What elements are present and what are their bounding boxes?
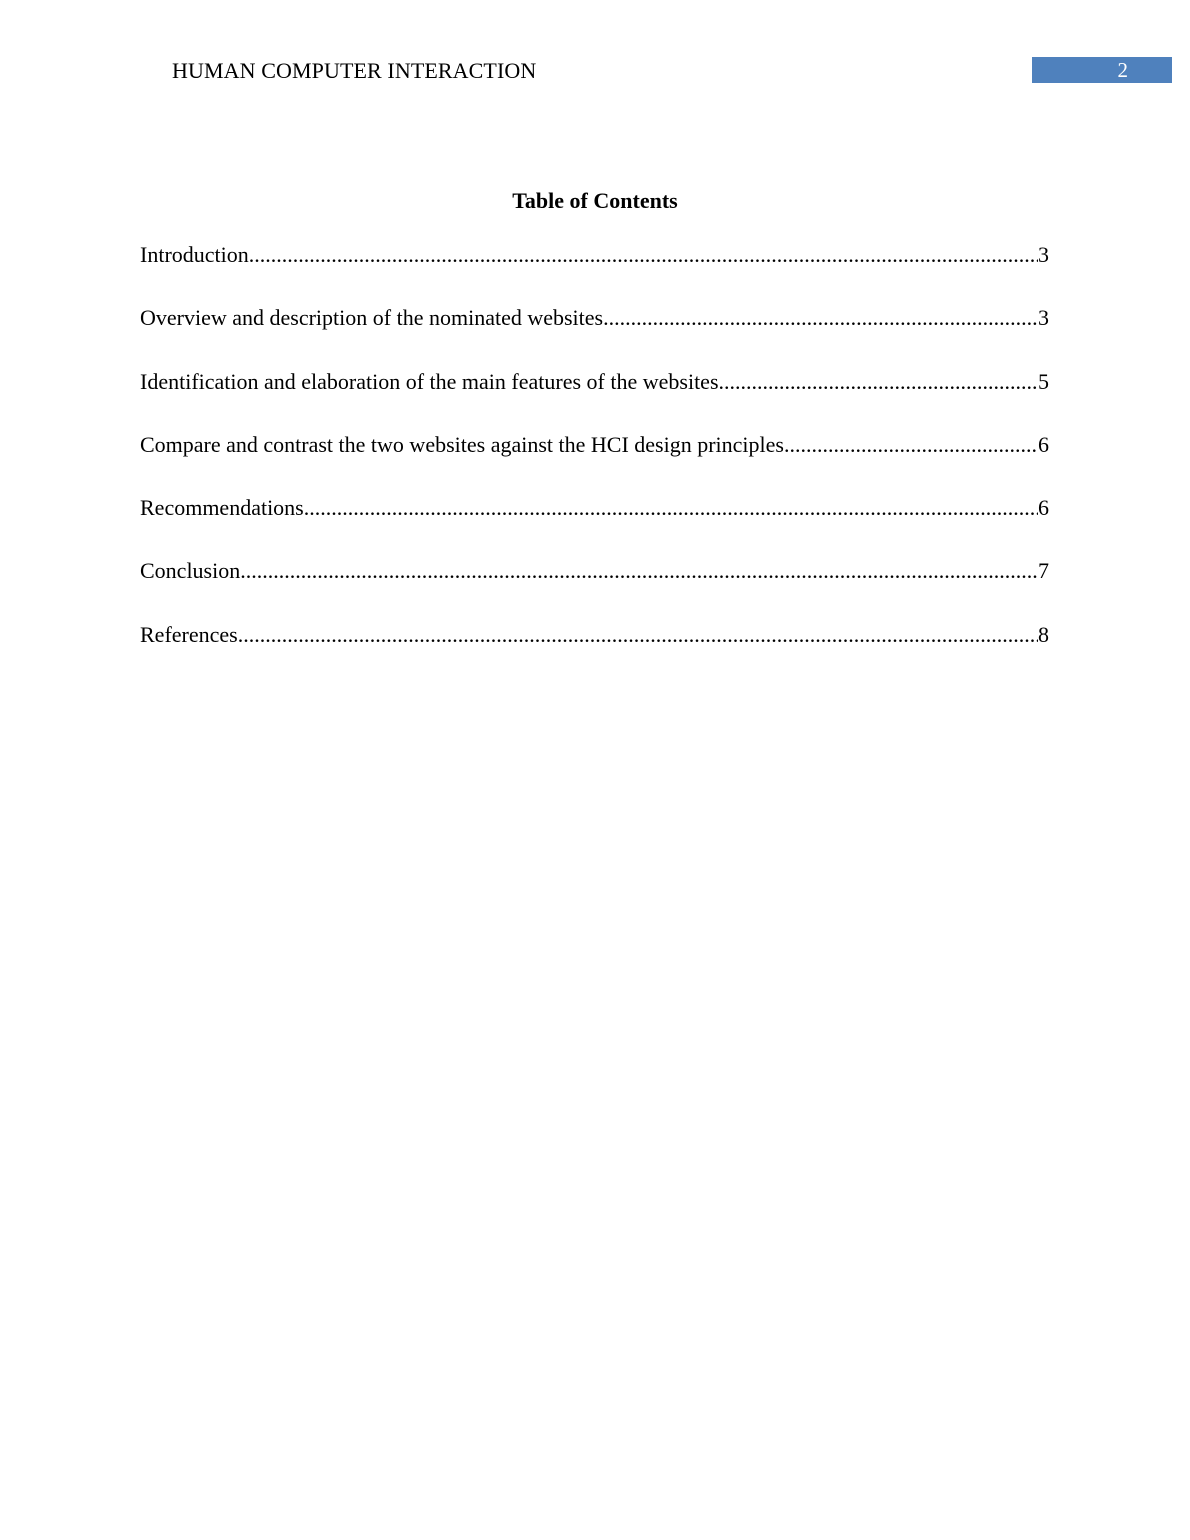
toc-entry-references[interactable]	[140, 621, 1049, 684]
toc-entry-conclusion[interactable]	[140, 557, 1049, 620]
toc-entry-identification[interactable]	[140, 368, 1049, 431]
toc-entry-page: 7	[1038, 558, 1049, 584]
toc-list	[140, 241, 1049, 684]
toc-entry-label: Overview and description of the nominated websites	[140, 305, 604, 331]
toc-entry-page: 5	[1038, 368, 1049, 394]
running-header-title: HUMAN COMPUTER INTERACTION	[172, 58, 537, 83]
page-number-badge: 2	[1032, 57, 1172, 83]
toc-entry-recommendations[interactable]	[140, 494, 1049, 557]
toc-entry-label: Compare and contrast the two websites against the HCI design principles	[140, 431, 784, 457]
toc-entry-page: 6	[1038, 431, 1049, 457]
toc-entry-label: References	[140, 621, 238, 647]
toc-dot-leader	[249, 241, 1038, 269]
toc-entry-introduction[interactable]	[140, 241, 1049, 304]
toc-entry-label: Recommendations	[140, 495, 304, 521]
toc-dot-leader	[719, 368, 1038, 396]
toc-dot-leader	[240, 557, 1038, 585]
toc-entry-compare[interactable]	[140, 431, 1049, 494]
toc-heading: Table of Contents	[512, 188, 678, 213]
toc-entry-page: 8	[1038, 621, 1049, 647]
toc-entry-page: 3	[1038, 305, 1049, 331]
toc-entry-page: 6	[1038, 495, 1049, 521]
toc-entry-label: Introduction	[140, 242, 249, 267]
toc-dot-leader	[304, 494, 1038, 522]
toc-dot-leader	[603, 304, 1038, 332]
toc-entry-page: 3	[1038, 242, 1049, 267]
toc-dot-leader	[238, 621, 1038, 649]
toc-entry-label: Conclusion	[140, 558, 241, 584]
toc-entry-overview[interactable]	[140, 304, 1049, 367]
toc-dot-leader	[784, 431, 1038, 459]
toc-entry-label: Identification and elaboration of the main features of the websites	[140, 368, 719, 394]
